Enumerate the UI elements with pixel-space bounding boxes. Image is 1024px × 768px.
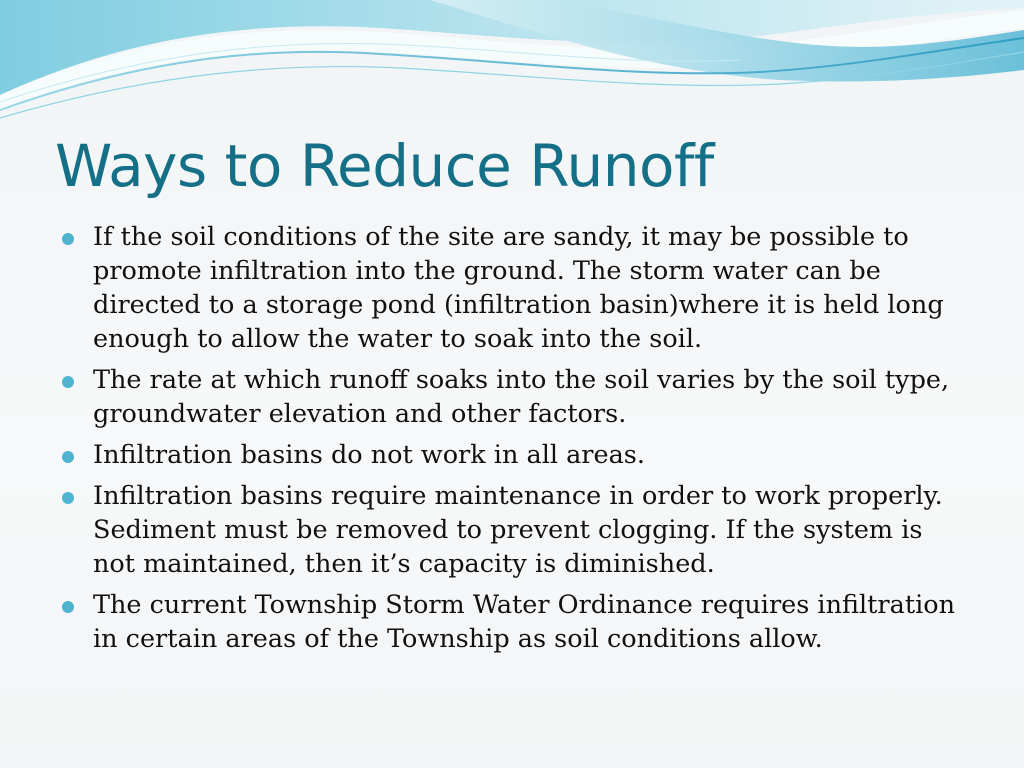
bullet-item xyxy=(62,220,962,356)
bullet-text: Infiltration basins do not work in all areas. xyxy=(93,440,645,470)
wave-header-decoration xyxy=(0,0,1024,130)
bullet-text: The rate at which runoff soaks into the soil varies by the soil type, groundwater elevation and other factors. xyxy=(93,365,950,429)
bullet-dot-icon xyxy=(62,492,74,504)
bullet-dot-icon xyxy=(62,601,74,613)
bullet-item xyxy=(62,479,962,581)
bullet-text: Infiltration basins require maintenance in order to work properly. Sediment must be removed to prevent clogging. If the system is not maintained, then it’s capacity is diminished. xyxy=(93,481,943,579)
bullet-dot-icon xyxy=(62,451,74,463)
bullet-text: If the soil conditions of the site are sandy, it may be possible to promote infiltration into the ground. The storm water can be directed to a storage pond (infiltration basin)where it is held long enough to allow the water to soak into the soil. xyxy=(93,222,944,354)
bullet-text: The current Township Storm Water Ordinance requires infiltration in certain areas of the Township as soil conditions allow. xyxy=(93,590,955,654)
bullet-item xyxy=(62,588,962,656)
bullet-dot-icon xyxy=(62,376,74,388)
bullet-item xyxy=(62,438,962,472)
slide-title: Ways to Reduce Runoff xyxy=(55,132,714,200)
bullet-list xyxy=(62,220,962,663)
bullet-item xyxy=(62,363,962,431)
bullet-dot-icon xyxy=(62,233,74,245)
